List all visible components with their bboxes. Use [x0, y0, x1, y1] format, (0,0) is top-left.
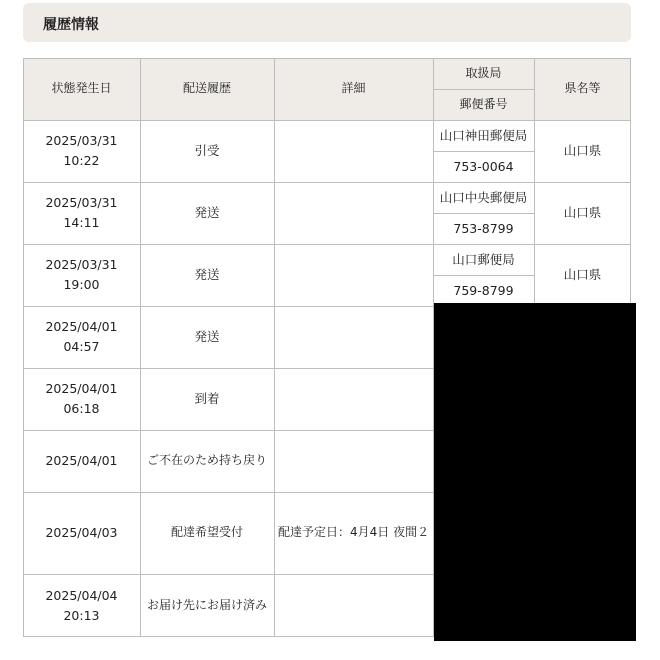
table-divider: [274, 58, 275, 637]
row-history: 発送: [194, 205, 220, 220]
row-date: 2025/04/01: [45, 453, 118, 468]
row-prefecture: 山口県: [563, 143, 602, 158]
row-time: 10:22: [63, 153, 100, 168]
row-prefecture: 山口県: [563, 267, 602, 282]
table-divider: [433, 151, 534, 152]
row-time: 20:13: [63, 607, 100, 623]
row-office: 山口神田郵便局: [439, 127, 528, 143]
row-date: 2025/03/31: [45, 195, 118, 210]
table-divider: [433, 213, 534, 214]
table-row-date: [23, 306, 140, 368]
row-detail: [274, 368, 433, 430]
row-detail: [274, 306, 433, 368]
table-border: [23, 58, 631, 59]
header-prefecture: 県名等: [534, 58, 631, 120]
row-postal: 759-8799: [453, 282, 514, 298]
table-row-date: [23, 368, 140, 430]
table-border: [23, 58, 24, 637]
table-divider: [140, 58, 141, 637]
table-row-date: [23, 492, 140, 574]
table-divider: [433, 275, 534, 276]
table-row-date: [23, 244, 140, 306]
row-date: 2025/03/31: [45, 133, 118, 148]
table-row-date: [23, 182, 140, 244]
table-divider: [433, 89, 534, 90]
table-row-date: [23, 120, 140, 182]
table-row-date: [23, 430, 140, 492]
row-time: 04:57: [63, 339, 100, 354]
header-detail: 詳細: [274, 58, 433, 120]
row-time: 06:18: [63, 401, 100, 416]
row-postal: 753-8799: [453, 220, 514, 236]
row-office: 山口中央郵便局: [439, 189, 528, 205]
row-history: 発送: [194, 267, 220, 282]
table-divider: [23, 182, 631, 183]
row-postal: 753-0064: [453, 158, 514, 174]
row-time: 19:00: [63, 277, 100, 292]
table-divider: [23, 244, 631, 245]
section-title: 履歴情報: [43, 17, 99, 33]
row-date: 2025/04/01: [45, 319, 118, 334]
header-history: 配送履歴: [140, 58, 274, 120]
header-date: 状態発生日: [23, 58, 140, 120]
header-postal: 郵便番号: [433, 89, 534, 120]
row-history: 引受: [194, 143, 220, 158]
row-office: 山口郵便局: [452, 251, 515, 267]
row-date: 2025/03/31: [45, 257, 118, 272]
row-detail: [274, 182, 433, 244]
header-office: 取扱局: [433, 58, 534, 89]
row-date: 2025/04/03: [45, 525, 118, 540]
row-detail: [274, 430, 433, 492]
redaction-block: [434, 303, 636, 641]
row-detail: 配達予定日：4月4日 夜間２: [278, 525, 430, 540]
history-section-header: [23, 3, 631, 42]
row-prefecture: 山口県: [563, 205, 602, 220]
table-divider: [23, 120, 631, 121]
row-date: 2025/04/01: [45, 381, 118, 396]
row-detail: [274, 574, 433, 637]
row-history: 配達希望受付: [170, 525, 243, 540]
row-history: 到着: [194, 391, 220, 406]
row-time: 14:11: [63, 215, 100, 230]
row-history: ご不在のため持ち戻り: [146, 453, 267, 468]
table-row-date: [23, 574, 140, 637]
row-date: 2025/04/04: [45, 587, 118, 603]
row-detail: [274, 120, 433, 182]
row-history: お届け先にお届け済み: [146, 597, 267, 612]
row-detail: [274, 244, 433, 306]
row-history: 発送: [194, 329, 220, 344]
